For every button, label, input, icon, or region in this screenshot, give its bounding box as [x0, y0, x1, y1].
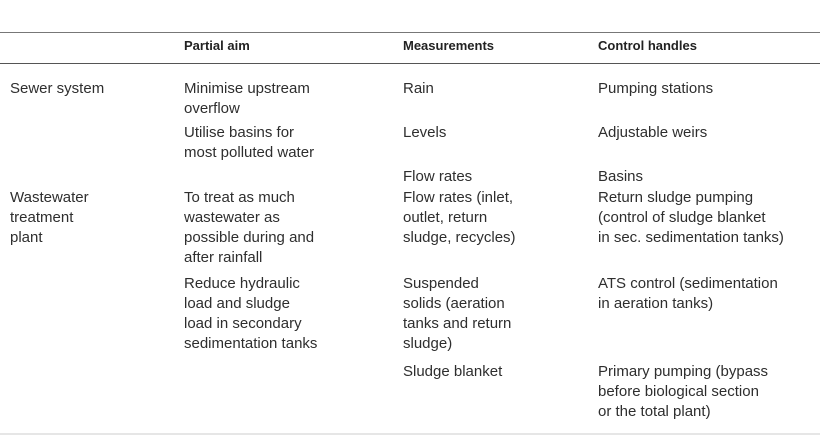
- row-control-handle: ATS control (sedimentation in aeration tanks): [598, 275, 778, 312]
- row-control-handle: Pumping stations: [598, 80, 714, 97]
- row-category: Sewer system: [10, 80, 105, 97]
- header-control-handles: Control handles: [598, 38, 697, 53]
- row-measurement: Rain: [403, 80, 434, 97]
- row-measurement: Levels: [403, 124, 447, 141]
- header-rule: [0, 63, 820, 64]
- row-control-handle: Basins: [598, 168, 644, 185]
- row-measurement: Flow rates (inlet, outlet, return sludge, recycles): [403, 189, 516, 246]
- row-control-handle: Adjustable weirs: [598, 124, 708, 141]
- header-measurements: Measurements: [403, 38, 495, 53]
- row-measurement: Sludge blanket: [403, 363, 503, 380]
- table-top-rule: [0, 32, 820, 33]
- row-category: Wastewater treatment plant: [10, 189, 89, 246]
- row-partial-aim: Minimise upstream overflow: [184, 80, 310, 117]
- header-partial-aim: Partial aim: [184, 38, 250, 53]
- row-measurement: Flow rates: [403, 168, 473, 185]
- row-partial-aim: Reduce hydraulic load and sludge load in secondary sedimentation tanks: [184, 275, 318, 352]
- row-measurement: Suspended solids (aeration tanks and return sludge): [403, 275, 512, 352]
- row-control-handle: Primary pumping (bypass before biological section or the total plant): [598, 363, 769, 420]
- row-partial-aim: To treat as much wastewater as possible during and after rainfall: [184, 189, 315, 266]
- row-control-handle: Return sludge pumping (control of sludge blanket in sec. sedimentation tanks): [598, 189, 784, 246]
- row-partial-aim: Utilise basins for most polluted water: [184, 124, 315, 161]
